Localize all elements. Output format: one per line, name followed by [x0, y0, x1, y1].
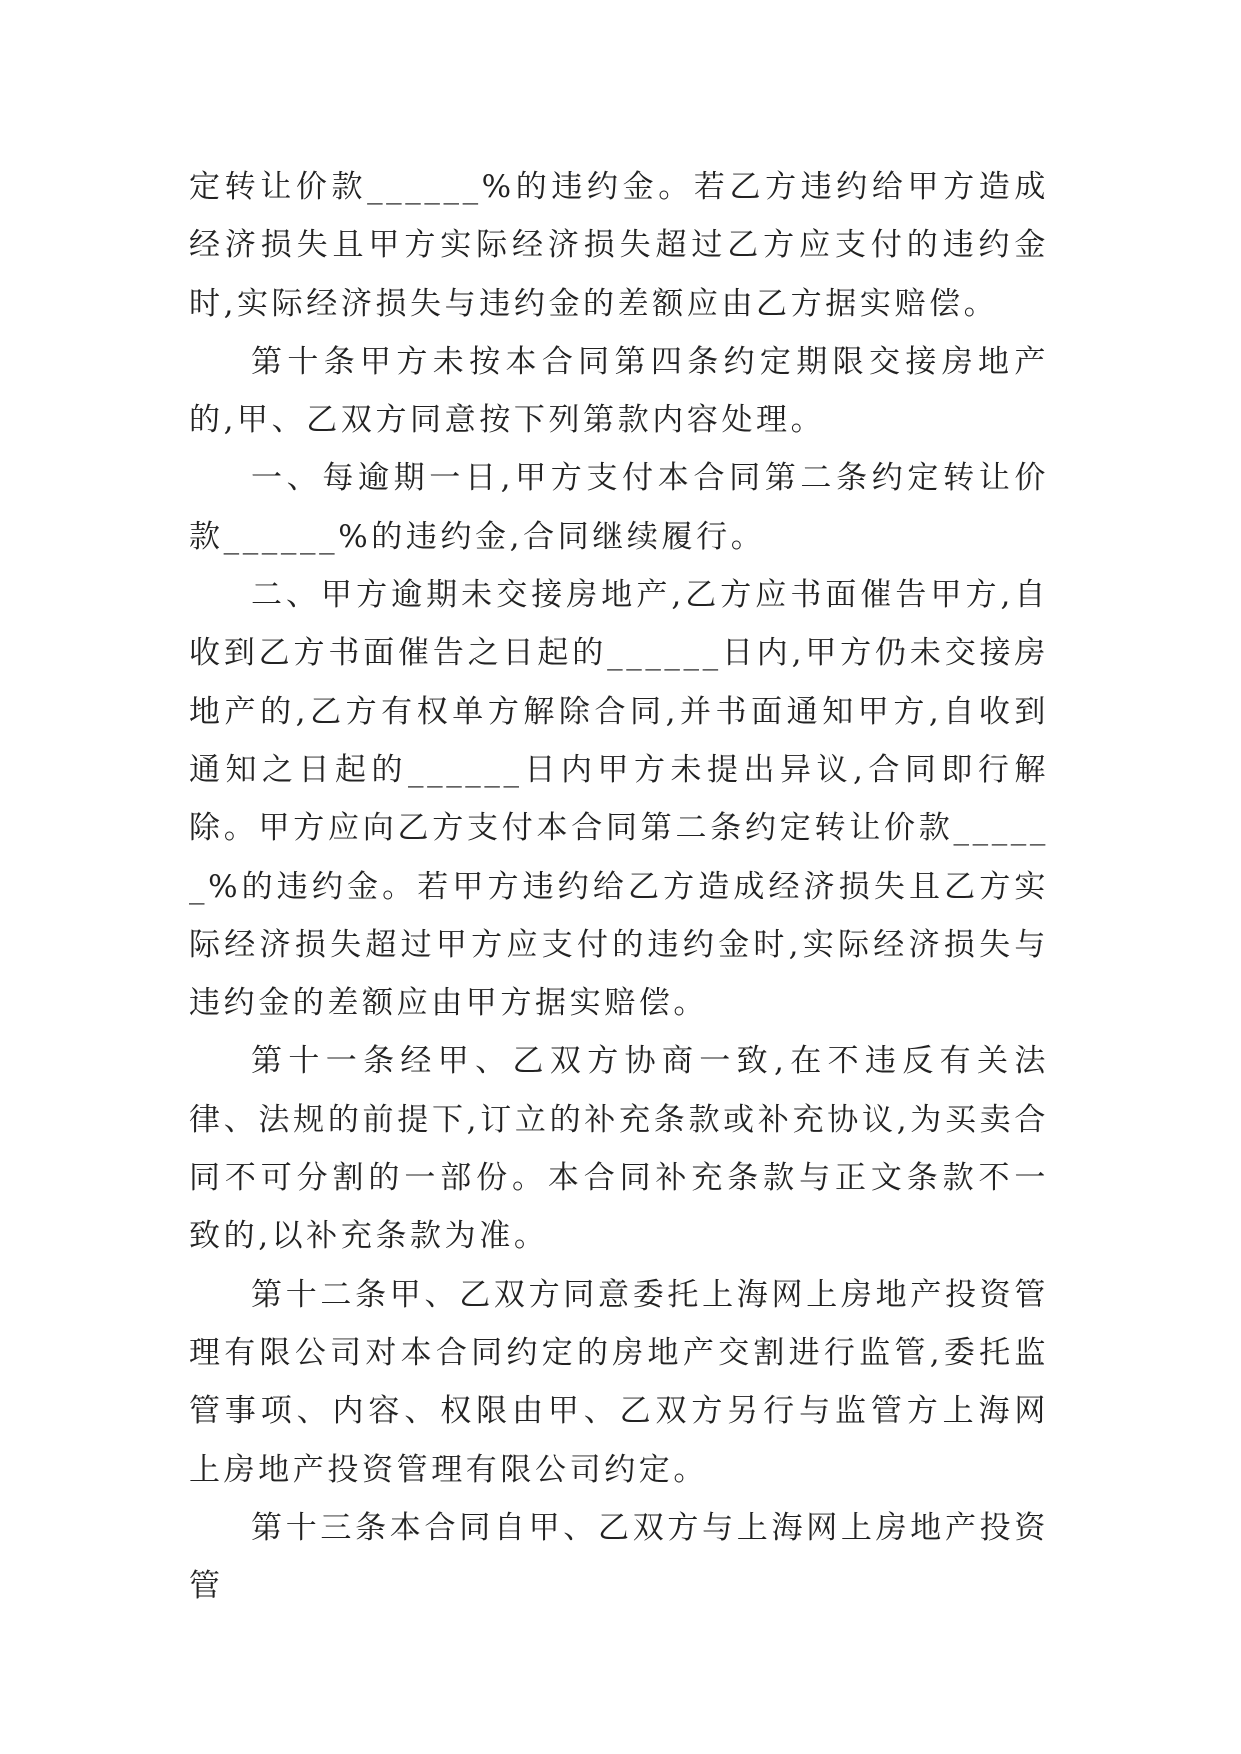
document-body — [189, 158, 1049, 1615]
paragraph-article-10: 第十条甲方未按本合同第四条约定期限交接房地产的,甲、乙双方同意按下列第款内容处理。 — [189, 343, 1049, 439]
paragraph-article-10-item-1: 一、每逾期一日,甲方支付本合同第二条约定转让价款______%的违约金,合同继续履行。 — [189, 460, 1049, 555]
paragraph-article-10-item-2: 二、甲方逾期未交接房地产,乙方应书面催告甲方,自收到乙方书面催告之日起的______日内,甲方仍未交接房地产的,乙方有权单方解除合同,并书面通知甲方,自收到通知之日起的______日内甲方未提出异议,合同即行解除。甲方应向乙方支付本合同第二条约定转让价款______%的违约金。若甲方违约给乙方造成经济损失且乙方实际经济损失超过甲方应支付的违约金时,实际经济损失与违约金的差额应由甲方据实赔偿。 — [189, 577, 1049, 1022]
paragraph-article-11: 第十一条经甲、乙双方协商一致,在不违反有关法律、法规的前提下,订立的补充条款或补充协议,为买卖合同不可分割的一部份。本合同补充条款与正文条款不一致的,以补充条款为准。 — [189, 1043, 1049, 1255]
paragraph-article-13: 第十三条本合同自甲、乙双方与上海网上房地产投资管 — [189, 1509, 1049, 1605]
paragraph-article-12: 第十二条甲、乙双方同意委托上海网上房地产投资管理有限公司对本合同约定的房地产交割进行监管,委托监管事项、内容、权限由甲、乙双方另行与监管方上海网上房地产投资管理有限公司约定。 — [189, 1276, 1049, 1488]
paragraph-penalty-continuation: 定转让价款______%的违约金。若乙方违约给甲方造成经济损失且甲方实际经济损失超过乙方应支付的违约金时,实际经济损失与违约金的差额应由乙方据实赔偿。 — [189, 169, 1049, 322]
